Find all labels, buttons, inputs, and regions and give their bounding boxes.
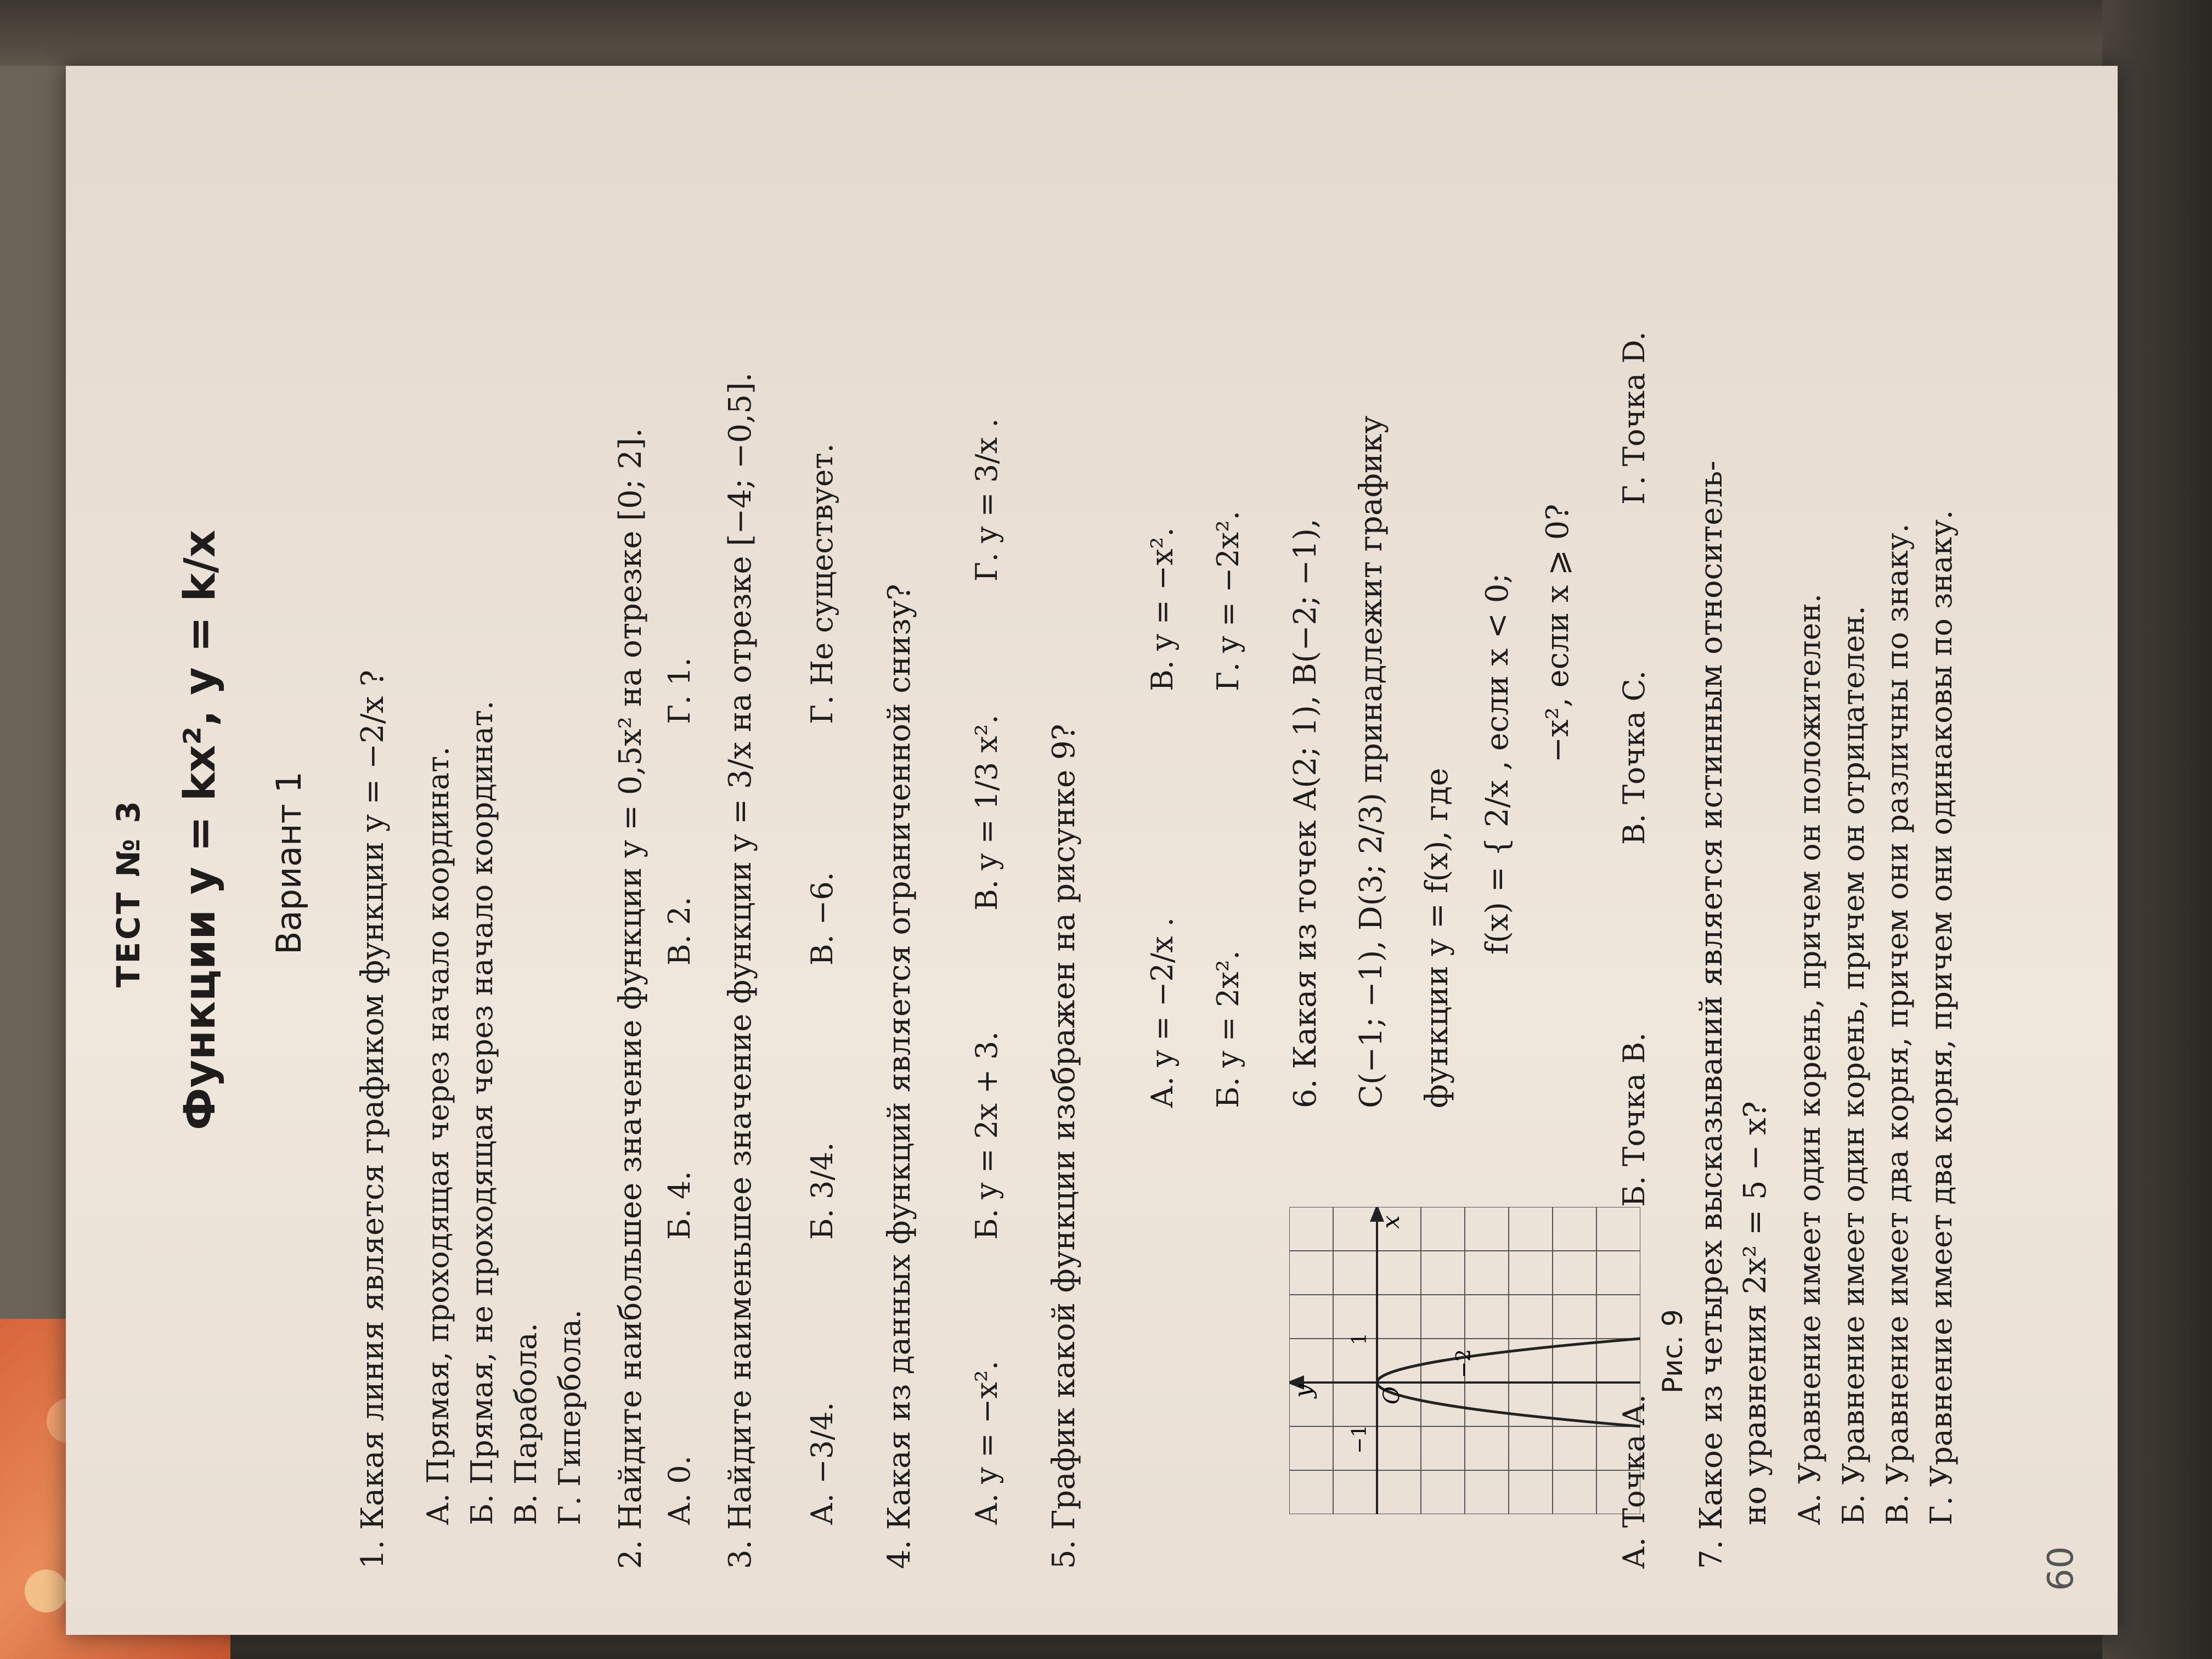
q4-option-c: В. y = 1/3 x². xyxy=(969,714,1004,911)
y-axis-label: y xyxy=(1289,1384,1317,1398)
variant-title: Вариант 1 xyxy=(269,771,309,955)
question-1: 1. Какая линия является графиком функции y = −2/x ? xyxy=(355,670,391,1569)
background-right xyxy=(2102,0,2212,1659)
q2-option-a: А. 0. xyxy=(662,1455,697,1525)
q5-option-b: Б. y = 2x². xyxy=(1211,950,1245,1108)
q2-option-d: Г. 1. xyxy=(662,657,697,724)
q5-option-c: В. y = −x². xyxy=(1145,527,1180,691)
q6-option-b: Б. Точка B. xyxy=(1617,1032,1651,1207)
q7-option-a: А. Уравнение имеет один корень, причем он положителен. xyxy=(1792,593,1827,1525)
q5-option-d: Г. y = −2x². xyxy=(1211,510,1245,691)
page-number: 60 xyxy=(2041,1546,2081,1591)
origin-label: O xyxy=(1379,1386,1404,1404)
q6-option-a: А. Точка A. xyxy=(1617,1394,1651,1569)
functions-title: Функции y = kx², y = k/x xyxy=(176,529,225,1130)
q2-option-c: В. 2. xyxy=(662,896,697,966)
q4-option-b: Б. y = 2x + 3. xyxy=(969,1031,1004,1240)
q6-option-d: Г. Точка D. xyxy=(1617,331,1651,505)
q7-option-b: Б. Уравнение имеет один корень, причем он отрицателен. xyxy=(1836,606,1871,1525)
x-axis-label: x xyxy=(1377,1215,1405,1229)
q7-option-c: В. Уравнение имеет два корня, причем они различны по знаку. xyxy=(1880,523,1915,1525)
textbook-page xyxy=(66,66,2118,1635)
q1-option-c: В. Парабола. xyxy=(509,1323,543,1525)
q2-option-b: Б. 4. xyxy=(662,1171,697,1240)
question-3: 3. Найдите наименьшее значение функции y = 3/x на отрезке [−4; −0,5]. xyxy=(723,372,758,1569)
q4-option-d: Г. y = 3/x . xyxy=(969,418,1004,582)
tick-1: 1 xyxy=(1348,1333,1371,1345)
question-4: 4. Какая из данных функций является ограниченной снизу? xyxy=(882,584,917,1569)
q3-option-b: Б. 3/4. xyxy=(805,1142,839,1240)
q3-option-d: Г. Не существует. xyxy=(805,443,839,724)
question-6-line-2: C(−1; −1), D(3; 2/3) принадлежит графику xyxy=(1353,415,1389,1108)
q6-option-c: В. Точка C. xyxy=(1617,670,1651,845)
q3-option-a: А. −3/4. xyxy=(805,1402,839,1525)
q6-piecewise-1: f(x) = { 2/x , если x < 0; xyxy=(1480,573,1515,955)
background-top xyxy=(0,0,2212,66)
q7-option-d: Г. Уравнение имеет два корня, причем они одинаковы по знаку. xyxy=(1924,510,1959,1525)
question-7-line-1: 7. Какое из четырех высказываний является истинным относитель- xyxy=(1694,460,1729,1569)
q1-option-d: Г. Гипербола. xyxy=(552,1309,587,1525)
q5-option-a: А. y = −2/x . xyxy=(1145,917,1180,1108)
question-6-line-1: 6. Какая из точек A(2; 1), B(−2; −1), xyxy=(1288,518,1323,1108)
test-title: ТЕСТ № 3 xyxy=(110,799,147,988)
q1-option-a: А. Прямая, проходящая через начало координат. xyxy=(421,746,455,1525)
q6-piecewise-2: −x², если x ⩾ 0? xyxy=(1540,504,1576,763)
figure-9-graph xyxy=(1289,1207,1640,1514)
question-2: 2. Найдите наибольшее значение функции y = 0,5x² на отрезке [0; 2]. xyxy=(613,428,648,1569)
q3-option-c: В. −6. xyxy=(805,872,839,966)
question-5: 5. График какой функции изображен на рисунке 9? xyxy=(1046,724,1082,1569)
q1-option-b: Б. Прямая, не проходящая через начало координат. xyxy=(465,700,499,1525)
tick-minus-2: −2 xyxy=(1453,1348,1475,1378)
question-7-line-2: но уравнения 2x² = 5 − x? xyxy=(1737,1101,1773,1525)
tick-minus-1: −1 xyxy=(1348,1424,1371,1454)
figure-caption: Рис. 9 xyxy=(1657,1309,1689,1393)
q4-option-a: А. y = −x². xyxy=(969,1361,1004,1525)
question-6-line-3: функции y = f(x), где xyxy=(1419,768,1455,1108)
